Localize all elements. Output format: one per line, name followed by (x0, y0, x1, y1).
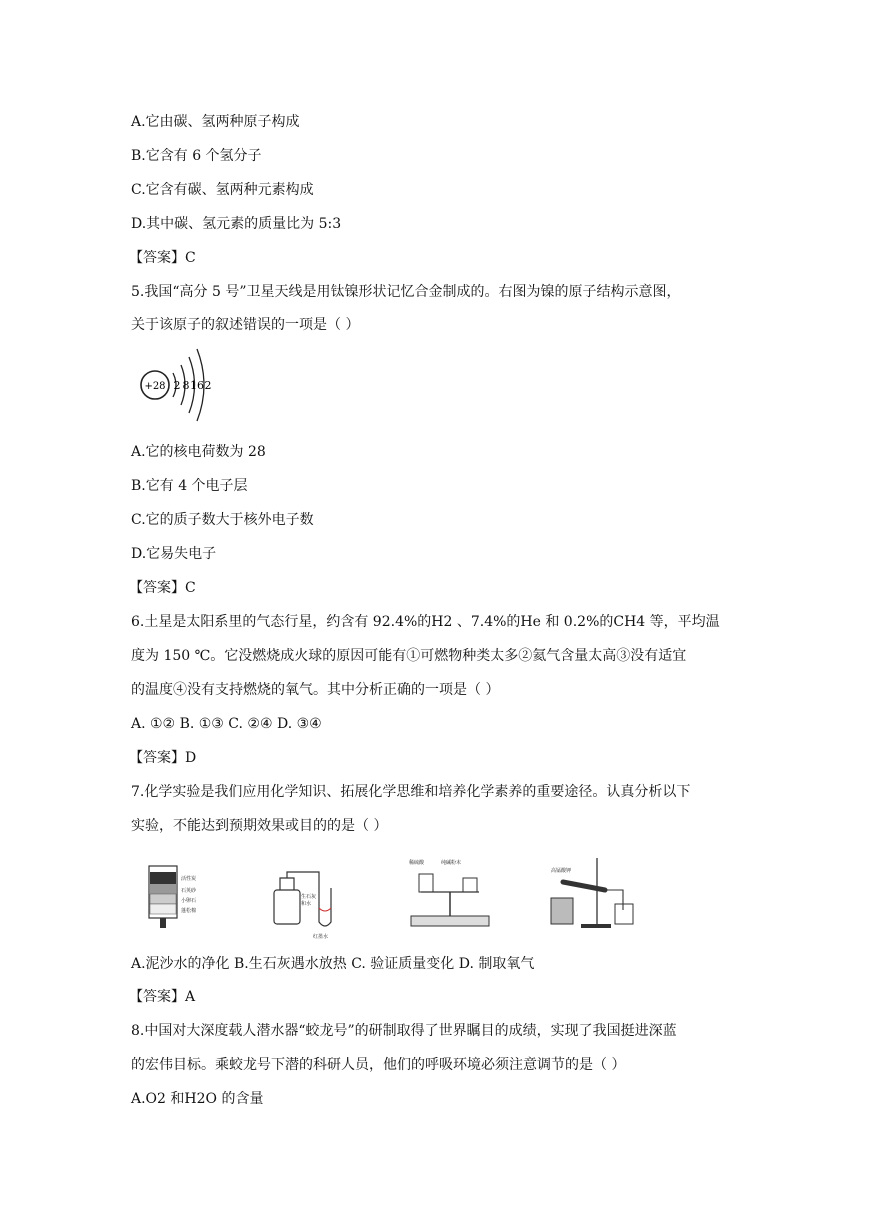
label-soda-powder: 纯碱粉末 (441, 860, 462, 866)
label-cotton: 蓬松棉 (181, 908, 197, 914)
shell-2-count: 8 (182, 379, 190, 392)
label-red-ink: 红墨水 (313, 934, 329, 940)
label-quartz-sand: 石英砂 (181, 888, 197, 894)
label-dilute-sulfuric-acid: 稀硫酸 (409, 860, 425, 866)
q5-option-c: C.它的质子数大于核外电子数 (131, 512, 314, 528)
q5-answer: 【答案】C (129, 580, 196, 596)
shell-3-count: 16 (190, 379, 204, 392)
q5-option-b: B.它有 4 个电子层 (131, 478, 248, 494)
experiment-apparatus-figure (143, 852, 648, 942)
q7-options: A.泥沙水的净化 B.生石灰遇水放热 C. 验证质量变化 D. 制取氧气 (131, 956, 535, 972)
q5-option-a: A.它的核电荷数为 28 (131, 444, 266, 460)
nickel-atom-structure-diagram (131, 346, 221, 428)
q8-stem-line-1: 8.中国对大深度载人潜水器“蛟龙号”的研制取得了世界瞩目的成绩，实现了我国挺进深蓝 (131, 1023, 677, 1039)
label-and-water: 和水 (301, 901, 312, 907)
balance-mass-apparatus (409, 859, 489, 926)
q7-stem-line-2: 实验，不能达到预期效果或目的的是（ ） (131, 818, 388, 834)
q6-answer: 【答案】D (129, 750, 197, 766)
q6-options: A. ①② B. ①③ C. ②④ D. ③④ (131, 716, 322, 732)
q4-answer: 【答案】C (129, 250, 196, 266)
q6-stem-line-2: 度为 150 ℃。它没燃烧成火球的原因可能有①可燃物种类太多②氦气含量太高③没有适宜 (131, 648, 687, 664)
oxygen-preparation-apparatus (551, 858, 633, 928)
q4-option-b: B.它含有 6 个氢分子 (131, 148, 262, 164)
quicklime-heat-apparatus (274, 872, 331, 940)
label-pebbles: 小卵石 (181, 898, 197, 904)
q7-answer: 【答案】A (129, 989, 196, 1005)
q4-option-c: C.它含有碳、氢两种元素构成 (131, 182, 314, 198)
q5-option-d: D.它易失电子 (131, 546, 217, 562)
q6-stem-line-3: 的温度④没有支持燃烧的氧气。其中分析正确的一项是（ ） (131, 682, 500, 698)
label-activated-carbon: 活性炭 (181, 876, 197, 882)
label-potassium-permanganate: 高锰酸钾 (551, 868, 572, 874)
q4-option-d: D.其中碳、氢元素的质量比为 5:3 (131, 216, 342, 232)
shell-4-count: 2 (204, 379, 212, 392)
q5-stem-line-2: 关于该原子的叙述错误的一项是（ ） (131, 317, 360, 333)
nucleus-charge: +28 (144, 381, 166, 392)
q7-stem-line-1: 7.化学实验是我们应用化学知识、拓展化学思维和培养化学素养的重要途径。认真分析以下 (131, 784, 691, 800)
q5-stem-line-1: 5.我国“高分 5 号”卫星天线是用钛镍形状记忆合金制成的。右图为镍的原子结构示意图， (131, 284, 681, 300)
label-quicklime: 生石灰 (301, 894, 317, 900)
shell-1-count: 2 (173, 379, 181, 392)
water-purifier-apparatus (149, 866, 197, 928)
q8-stem-line-2: 的宏伟目标。乘蛟龙号下潜的科研人员，他们的呼吸环境必须注意调节的是（ ） (131, 1057, 626, 1073)
q4-option-a: A.它由碳、氢两种原子构成 (131, 114, 300, 130)
q8-option-a: A.O2 和H2O 的含量 (131, 1091, 264, 1107)
q6-stem-line-1: 6.土星是太阳系里的气态行星，约含有 92.4%的H2 、7.4%的He 和 0.2%的CH4 等，平均温 (131, 614, 720, 630)
